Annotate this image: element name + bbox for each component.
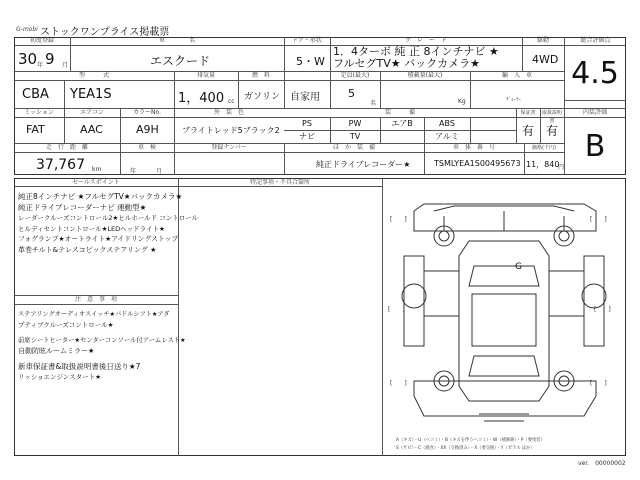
page-title: ストックワンプライス掲載票	[40, 27, 170, 38]
grade-line-2: フルセグTV★ バックカメラ★	[333, 57, 481, 70]
overall-score-value: 4.5	[571, 55, 619, 91]
capacity-unit: 名	[370, 100, 377, 107]
fuel-label: 燃 料	[251, 72, 270, 79]
special-heading: 特記事項・不具合箇所	[249, 179, 310, 186]
price-value: 11，840	[526, 160, 560, 169]
aircon-value: AAC	[80, 123, 103, 136]
equip-ps: PS	[302, 119, 312, 128]
note-line: 自動防眩ルームミラー★	[18, 347, 95, 355]
exterior-color-value: ブライトレッド5ブラック2	[182, 126, 280, 135]
sales-point-line: ヒルディセントコントロール★LEDヘッドライト★	[18, 224, 165, 233]
manual-value: 有	[545, 124, 558, 138]
mission-label: ミッション	[24, 109, 54, 116]
notes-heading: 注 意 事 項	[74, 296, 117, 303]
first-reg-year: 30	[18, 50, 38, 68]
equipment-label: 装 備	[384, 109, 415, 116]
note-line: 前席シートヒーター★センターコンソール付アームレスト★	[18, 337, 186, 344]
model-prefix: CBA	[22, 87, 49, 102]
import-label: 輸 入 車	[501, 72, 532, 79]
first-reg-month-unit: 月	[62, 62, 69, 69]
note-line: プティブクルーズコントロール★	[18, 321, 114, 329]
model-label: 型 式	[78, 72, 109, 79]
load-unit: Kg	[458, 98, 466, 105]
note-line: 新車保証書&取扱説明書後日送り★7	[18, 362, 141, 371]
displacement-unit: cc	[228, 98, 235, 105]
sales-point-line: 純正ドライブレコーダーナビ 連動型★	[18, 202, 147, 212]
fuel-value: ガソリン	[244, 92, 281, 102]
mileage-value: 37,767	[36, 157, 85, 173]
drive-value: 4WD	[532, 53, 559, 66]
note-line: ステアリングオーディオスイッチ★パドルシフト★アダ	[18, 311, 170, 318]
warranty-value: 有	[521, 124, 534, 138]
bracket-mr: [ ]	[594, 306, 611, 313]
notes-list	[18, 310, 186, 382]
import-dealer: ﾃﾞｨｰﾗｰ	[506, 97, 522, 103]
equip-tv: TV	[349, 132, 361, 141]
exterior-color-label: 外 装 色	[213, 109, 244, 116]
model-name-label: 車 名	[70, 37, 284, 46]
equip-alloy: アルミ	[435, 132, 459, 141]
capacity-label: 定員(最大)	[340, 72, 370, 79]
equip-abs: ABS	[439, 119, 455, 128]
reg-number-label: 登録ナンバー	[211, 144, 247, 151]
damage-legend-1: A（キズ）・U（ヘコミ）・B（キズを伴うヘコミ）・W（補修跡）・P（要塗装）	[396, 438, 545, 443]
inspection-year: 年	[130, 168, 137, 175]
equip-empty	[380, 130, 424, 143]
damage-mark-g: G	[515, 262, 522, 272]
overall-score-label: 総合評価点	[564, 37, 626, 46]
doors-label: ドア・形状	[284, 37, 330, 46]
mileage-label: 走 行 距 離	[45, 144, 88, 151]
bracket-tl: [ ]	[390, 216, 407, 223]
first-reg-label: 初度登録	[14, 37, 70, 46]
vin-label: 車 体 番 号	[452, 144, 495, 151]
vin-value: TSMLYEA1S00495673	[434, 159, 521, 168]
equip-airbag: エアB	[391, 119, 413, 128]
sales-points-list	[18, 192, 198, 255]
sales-point-line: フォグランプ★オートライト★アイドリングストップ	[18, 235, 179, 243]
note-line: リッショエンジンスタート★	[18, 373, 101, 381]
capacity-value: 5	[348, 87, 355, 100]
first-reg-month: 9	[45, 50, 55, 68]
first-reg-year-unit: 年	[37, 62, 44, 69]
price-unit: 円	[558, 164, 565, 171]
price-label: 価格(千円)	[532, 145, 556, 151]
mileage-unit: km	[92, 166, 102, 173]
displacement-value: 1，400	[178, 91, 225, 106]
load-label: 積載量(最大)	[407, 72, 443, 79]
inspection-month: 月	[156, 168, 163, 175]
color-no-value: A9H	[136, 123, 159, 136]
other-equipment-label: ほ か 装 備	[332, 144, 375, 151]
sales-point-line: 革巻チルト&テレスコピックステアリング ★	[18, 245, 157, 254]
equip-pw: PW	[348, 119, 362, 128]
aircon-label: エアコン	[80, 109, 104, 116]
grade-line-1: 1．4ターボ 純 正 8インチナビ ★	[333, 45, 499, 58]
mission-value: FAT	[26, 123, 45, 136]
sales-points-heading: セールスポイント	[72, 179, 120, 186]
bracket-br: [ ]	[590, 380, 607, 387]
use-value: 自家用	[290, 92, 320, 103]
sales-point-line: 純正8インチナビ ★フルセグTV★バックカメラ★	[18, 192, 183, 201]
damage-legend-2: S（サビ）・C（腐食）・XX（交換済み）・X（要交換）・Y（ガラス ほか）	[396, 446, 535, 451]
doors-shape: 5・W	[296, 55, 325, 68]
drive-label: 駆動	[522, 37, 564, 46]
inspection-label: 車 検	[137, 144, 156, 151]
version-label: ver. 00000002	[578, 460, 626, 467]
logo: G-mobi	[16, 26, 38, 33]
interior-score-label: 内装評価	[582, 109, 607, 116]
bracket-ml: [ ]	[388, 306, 405, 313]
equip-navi: ナビ	[299, 132, 315, 141]
bracket-bl: [ ]	[390, 380, 407, 387]
model-code: YEA1S	[70, 87, 112, 102]
color-no-label: カラーNo.	[133, 109, 161, 116]
warranty-label: 保証書	[520, 110, 536, 116]
other-equipment-value: 純正ドライブレコーダー★	[316, 160, 411, 169]
interior-score-value: B	[584, 128, 606, 164]
grade-label: グ レ ー ド	[330, 37, 522, 46]
sales-point-line: レーダークルーズコントロール2★ヒルホールド コントロール	[18, 214, 199, 222]
manual-label: 取扱説明書	[541, 110, 562, 124]
displacement-label: 排気量	[196, 72, 215, 79]
car-damage-diagram	[384, 186, 624, 436]
bracket-tr: [ ]	[590, 216, 607, 223]
car-name: エスクード	[150, 54, 211, 68]
